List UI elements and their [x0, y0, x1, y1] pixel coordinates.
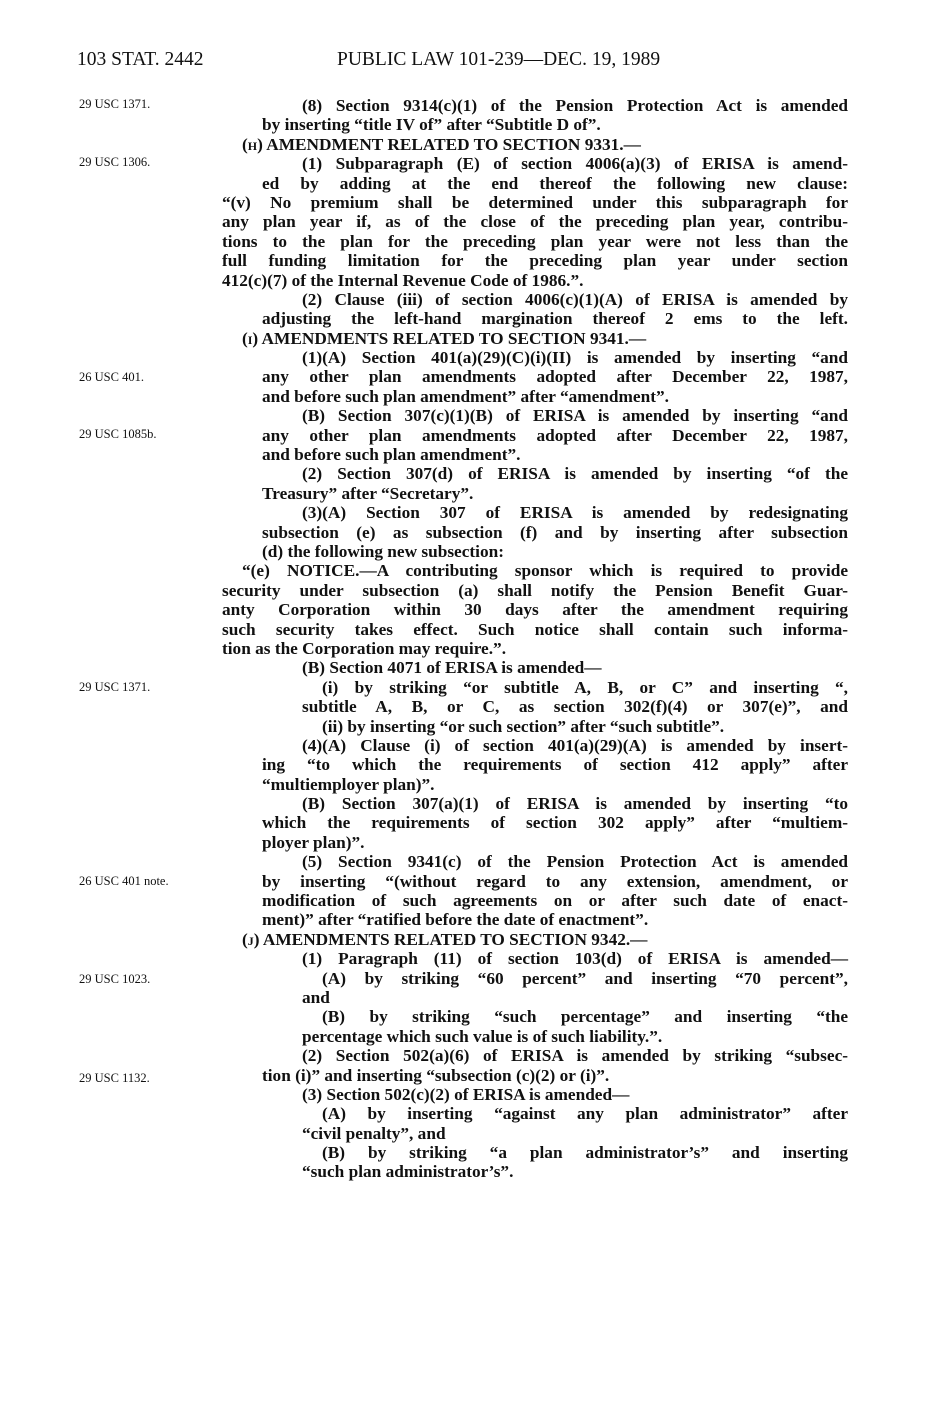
text-line: such security takes effect. Such notice shall contain such informa-	[222, 619, 848, 639]
text-line: (2) Section 307(d) of ERISA is amended by inserting “of the	[302, 464, 848, 484]
text-line: tion as the Corporation may require.”.	[222, 638, 507, 658]
text-line: Treasury” after “Secretary”.	[262, 483, 474, 503]
text-line: (1)(A) Section 401(a)(29)(C)(i)(II) is amended by inserting “and	[302, 348, 848, 368]
text-line: (B) Section 307(c)(1)(B) of ERISA is amended by inserting “and	[302, 406, 848, 426]
text-line: ing “to which the requirements of section 412 apply” after	[262, 755, 848, 775]
margin-note: 26 USC 401.	[79, 370, 144, 384]
margin-note: 29 USC 1306.	[79, 155, 151, 169]
text-line: and	[302, 987, 330, 1007]
text-line: (d) the following new subsection:	[262, 541, 504, 561]
text-line: (3) Section 502(c)(2) of ERISA is amended—	[302, 1084, 630, 1104]
text-line: “(v) No premium shall be determined under this subparagraph for	[222, 192, 848, 212]
text-line: (4)(A) Clause (i) of section 401(a)(29)(A) is amended by insert-	[302, 735, 848, 755]
text-line: (8) Section 9314(c)(1) of the Pension Protection Act is amended	[302, 96, 848, 115]
text-line: (5) Section 9341(c) of the Pension Protection Act is amended	[302, 852, 848, 872]
section-heading: (h) AMENDMENT RELATED TO SECTION 9331.—	[242, 134, 641, 154]
text-line: (A) by inserting “against any plan administrator” after	[322, 1104, 848, 1124]
text-line: (B) Section 307(a)(1) of ERISA is amended by inserting “to	[302, 794, 848, 814]
text-line: any plan year if, as of the close of the preceding plan year, contribu-	[222, 212, 848, 232]
text-line: adjusting the left-hand margination thereof 2 ems to the left.	[262, 309, 848, 329]
text-line: “civil penalty”, and	[302, 1123, 446, 1143]
text-line: (3)(A) Section 307 of ERISA is amended by redesignating	[302, 503, 848, 523]
text-line: tions to the plan for the preceding plan year were not less than the	[222, 231, 848, 251]
text-line: ment)” after “ratified before the date of enactment”.	[262, 910, 649, 930]
text-line: (ii) by inserting “or such section” after “such subtitle”.	[322, 716, 725, 736]
text-line: “such plan administrator’s”.	[302, 1162, 514, 1182]
text-line: by inserting “title IV of” after “Subtitle D of”.	[262, 115, 601, 135]
margin-note: 29 USC 1023.	[79, 972, 151, 986]
text-line: (i) by striking “or subtitle A, B, or C” and inserting “,	[322, 677, 848, 697]
text-line: (2) Section 502(a)(6) of ERISA is amended by striking “subsec-	[302, 1046, 848, 1066]
text-line: (B) Section 4071 of ERISA is amended—	[302, 658, 602, 678]
public-law-title: PUBLIC LAW 101-239—DEC. 19, 1989	[337, 49, 661, 70]
section-heading: (i) AMENDMENTS RELATED TO SECTION 9341.—	[242, 328, 647, 348]
text-line: any other plan amendments adopted after December 22, 1987,	[262, 367, 848, 387]
text-line: and before such plan amendment”.	[262, 445, 521, 465]
text-line: (B) by striking “a plan administrator’s” and inserting	[322, 1143, 848, 1163]
text-line: “(e) NOTICE.—A contributing sponsor which is required to provide	[242, 561, 848, 581]
text-line: subsection (e) as subsection (f) and by inserting after subsection	[262, 522, 848, 542]
text-line: (A) by striking “60 percent” and inserting “70 percent”,	[322, 968, 848, 988]
margin-note: 29 USC 1132.	[79, 1071, 150, 1085]
margin-note: 26 USC 401 note.	[79, 874, 169, 888]
text-line: percentage which such value is of such liability.”.	[302, 1026, 663, 1046]
stat-page-number: 103 STAT. 2442	[77, 49, 204, 70]
text-line: and before such plan amendment” after “amendment”.	[262, 386, 669, 406]
text-line: 412(c)(7) of the Internal Revenue Code of 1986.”.	[222, 270, 584, 290]
text-line: ed by adding at the end thereof the following new clause:	[262, 173, 848, 193]
text-line: ployer plan)”.	[262, 832, 365, 852]
text-line: anty Corporation within 30 days after the amendment requiring	[222, 600, 848, 620]
text-line: modification of such agreements on or after such date of enact-	[262, 891, 848, 911]
text-line: full funding limitation for the preceding plan year under section	[222, 251, 848, 271]
statute-text	[222, 96, 848, 1182]
margin-note: 29 USC 1085b.	[79, 427, 157, 441]
margin-note: 29 USC 1371.	[79, 680, 151, 694]
text-line: “multiemployer plan)”.	[262, 774, 435, 794]
text-line: (B) by striking “such percentage” and inserting “the	[322, 1007, 848, 1027]
text-line: (2) Clause (iii) of section 4006(c)(1)(A) of ERISA is amended by	[302, 289, 848, 309]
text-line: by inserting “(without regard to any extension, amendment, or	[262, 871, 848, 891]
text-line: (1) Paragraph (11) of section 103(d) of ERISA is amended—	[302, 949, 848, 969]
text-line: security under subsection (a) shall notify the Pension Benefit Guar-	[222, 580, 848, 600]
text-line: tion (i)” and inserting “subsection (c)(2) or (i)”.	[262, 1065, 610, 1085]
text-line: (1) Subparagraph (E) of section 4006(a)(3) of ERISA is amend-	[302, 154, 848, 174]
text-line: which the requirements of section 302 apply” after “multiem-	[262, 813, 848, 833]
text-line: any other plan amendments adopted after December 22, 1987,	[262, 425, 848, 445]
page-header	[77, 44, 847, 76]
margin-note: 29 USC 1371.	[79, 97, 151, 111]
section-heading: (j) AMENDMENTS RELATED TO SECTION 9342.—	[242, 929, 648, 949]
text-line: subtitle A, B, or C, as section 302(f)(4) or 307(e)”, and	[302, 697, 848, 717]
